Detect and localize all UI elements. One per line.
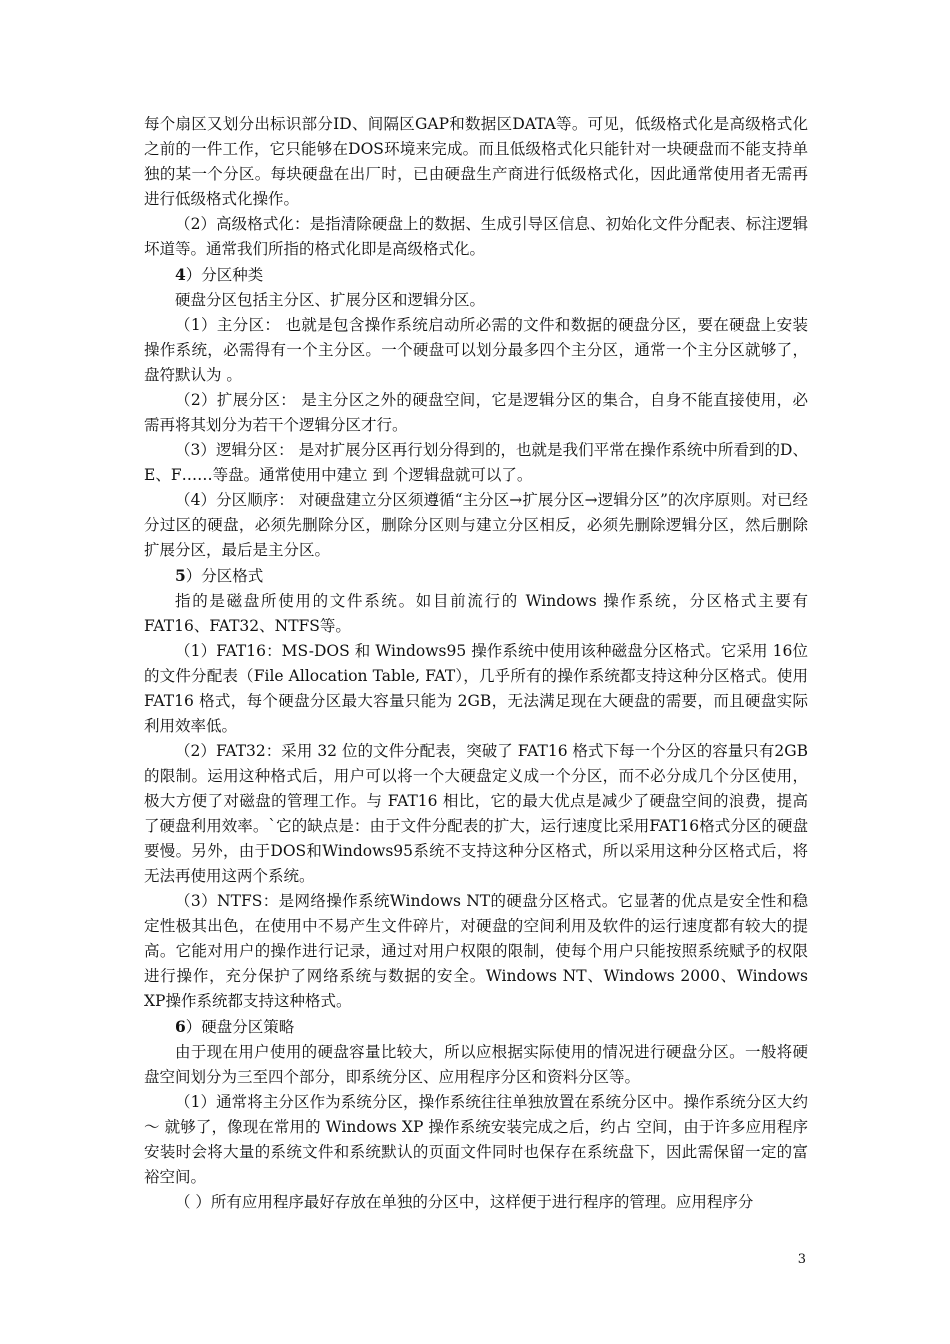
paragraph-strategy-intro: 由于现在用户使用的硬盘容量比较大，所以应根据实际使用的情况进行硬盘分区。一般将硬盘空间划分为三至四个部分，即系统分区、应用程序分区和资料分区等。 — [144, 1043, 808, 1086]
section-heading-text: ）分区格式 — [185, 567, 264, 585]
section-heading-text: ）硬盘分区策略 — [185, 1018, 295, 1036]
page-number: 3 — [797, 1252, 806, 1267]
paragraph-partition-order: （4）分区顺序： 对硬盘建立分区须遵循“主分区→扩展分区→逻辑分区”的次序原则。对已经分过区的硬盘，必须先删除分区，删除分区则与建立分区相反，必须先删除逻辑分区，然后删除扩展分区，最后是主分区。 — [144, 491, 808, 559]
paragraph-ntfs: （3）NTFS：是网络操作系统Windows NT的硬盘分区格式。它显著的优点是安全性和稳定性极其出色，在使用中不易产生文件碎片，对硬盘的空间利用及软件的运行速度都有较大的提高。它能对用户的操作进行记录，通过对用户权限的限制，使每个用户只能按照系统赋予的权限进行操作，充分保护了网络系统与数据的安全。Windows NT、Windows 2000、Windows XP操作系统都支持这种格式。 — [144, 892, 808, 1010]
paragraph-partition-intro: 硬盘分区包括主分区、扩展分区和逻辑分区。 — [175, 291, 486, 309]
paragraph-low-level-format: 每个扇区又划分出标识部分ID、间隔区GAP和数据区DATA等。可见，低级格式化是高级格式化之前的一件工作，它只能够在DOS环境来完成。而且低级格式化只能针对一块硬盘而不能支持单独的某一个分区。每块硬盘在出厂时，已由硬盘生产商进行低级格式化，因此通常使用者无需再进行低级格式化操作。 — [144, 115, 808, 208]
section-heading-number: 4 — [175, 265, 186, 284]
paragraph-system-partition: （1）通常将主分区作为系统分区，操作系统往往单独放置在系统分区中。操作系统分区大约 ～ 就够了，像现在常用的 Windows XP 操作系统安装完成之后，约占 空间，由于许多应用程序安装时会将大量的系统文件和系统默认的页面文件同时也保存在系统盘下，因此需保留一定的富裕空间。 — [144, 1093, 808, 1186]
paragraph-fat32: （2）FAT32：采用 32 位的文件分配表，突破了 FAT16 格式下每一个分区的容量只有2GB 的限制。运用这种格式后，用户可以将一个大硬盘定义成一个分区，而不必分成几个分区使用，极大方便了对磁盘的管理工作。与 FAT16 相比，它的最大优点是减少了硬盘空间的浪费，提高了硬盘利用效率。`它的缺点是：由于文件分配表的扩大，运行速度比采用FAT16格式分区的硬盘要慢。另外，由于DOS和Windows95系统不支持这种分区格式，所以采用这种分区格式后，将无法再使用这两个系统。 — [144, 742, 808, 885]
paragraph-fat16: （1）FAT16：MS-DOS 和 Windows95 操作系统中使用该种磁盘分区格式。它采用 16位的文件分配表（File Allocation Table, FAT），几乎所有的操作系统都支持这种分区格式。使用 FAT16 格式，每个硬盘分区最大容量只能为 2GB，无法满足现在大硬盘的需要，而且硬盘实际利用效率低。 — [144, 642, 808, 735]
section-heading-partition-formats — [144, 563, 808, 589]
paragraph-logical-partition: （3）逻辑分区： 是对扩展分区再行划分得到的，也就是我们平常在操作系统中所看到的D、E、F……等盘。通常使用中建立 到 个逻辑盘就可以了。 — [144, 441, 808, 484]
section-heading-number: 5 — [175, 566, 186, 585]
paragraph-application-partition: （ ）所有应用程序最好存放在单独的分区中，这样便于进行程序的管理。应用程序分 — [175, 1193, 754, 1211]
document-page — [144, 112, 808, 1215]
section-heading-partition-types — [144, 262, 808, 288]
paragraph-high-level-format: （2）高级格式化：是指清除硬盘上的数据、生成引导区信息、初始化文件分配表、标注逻辑坏道等。通常我们所指的格式化即是高级格式化。 — [144, 215, 808, 258]
paragraph-primary-partition: （1）主分区： 也就是包含操作系统启动所必需的文件和数据的硬盘分区，要在硬盘上安装操作系统，必需得有一个主分区。一个硬盘可以划分最多四个主分区，通常一个主分区就够了，盘符默认为 。 — [144, 316, 808, 384]
paragraph-file-systems: 指的是磁盘所使用的文件系统。如目前流行的 Windows 操作系统，分区格式主要有FAT16、FAT32、NTFS等。 — [144, 592, 808, 635]
section-heading-text: ）分区种类 — [185, 266, 264, 284]
section-heading-number: 6 — [175, 1017, 186, 1036]
section-heading-partition-strategy — [144, 1014, 808, 1040]
paragraph-extended-partition: （2）扩展分区： 是主分区之外的硬盘空间，它是逻辑分区的集合，自身不能直接使用，必需再将其划分为若干个逻辑分区才行。 — [144, 391, 808, 434]
